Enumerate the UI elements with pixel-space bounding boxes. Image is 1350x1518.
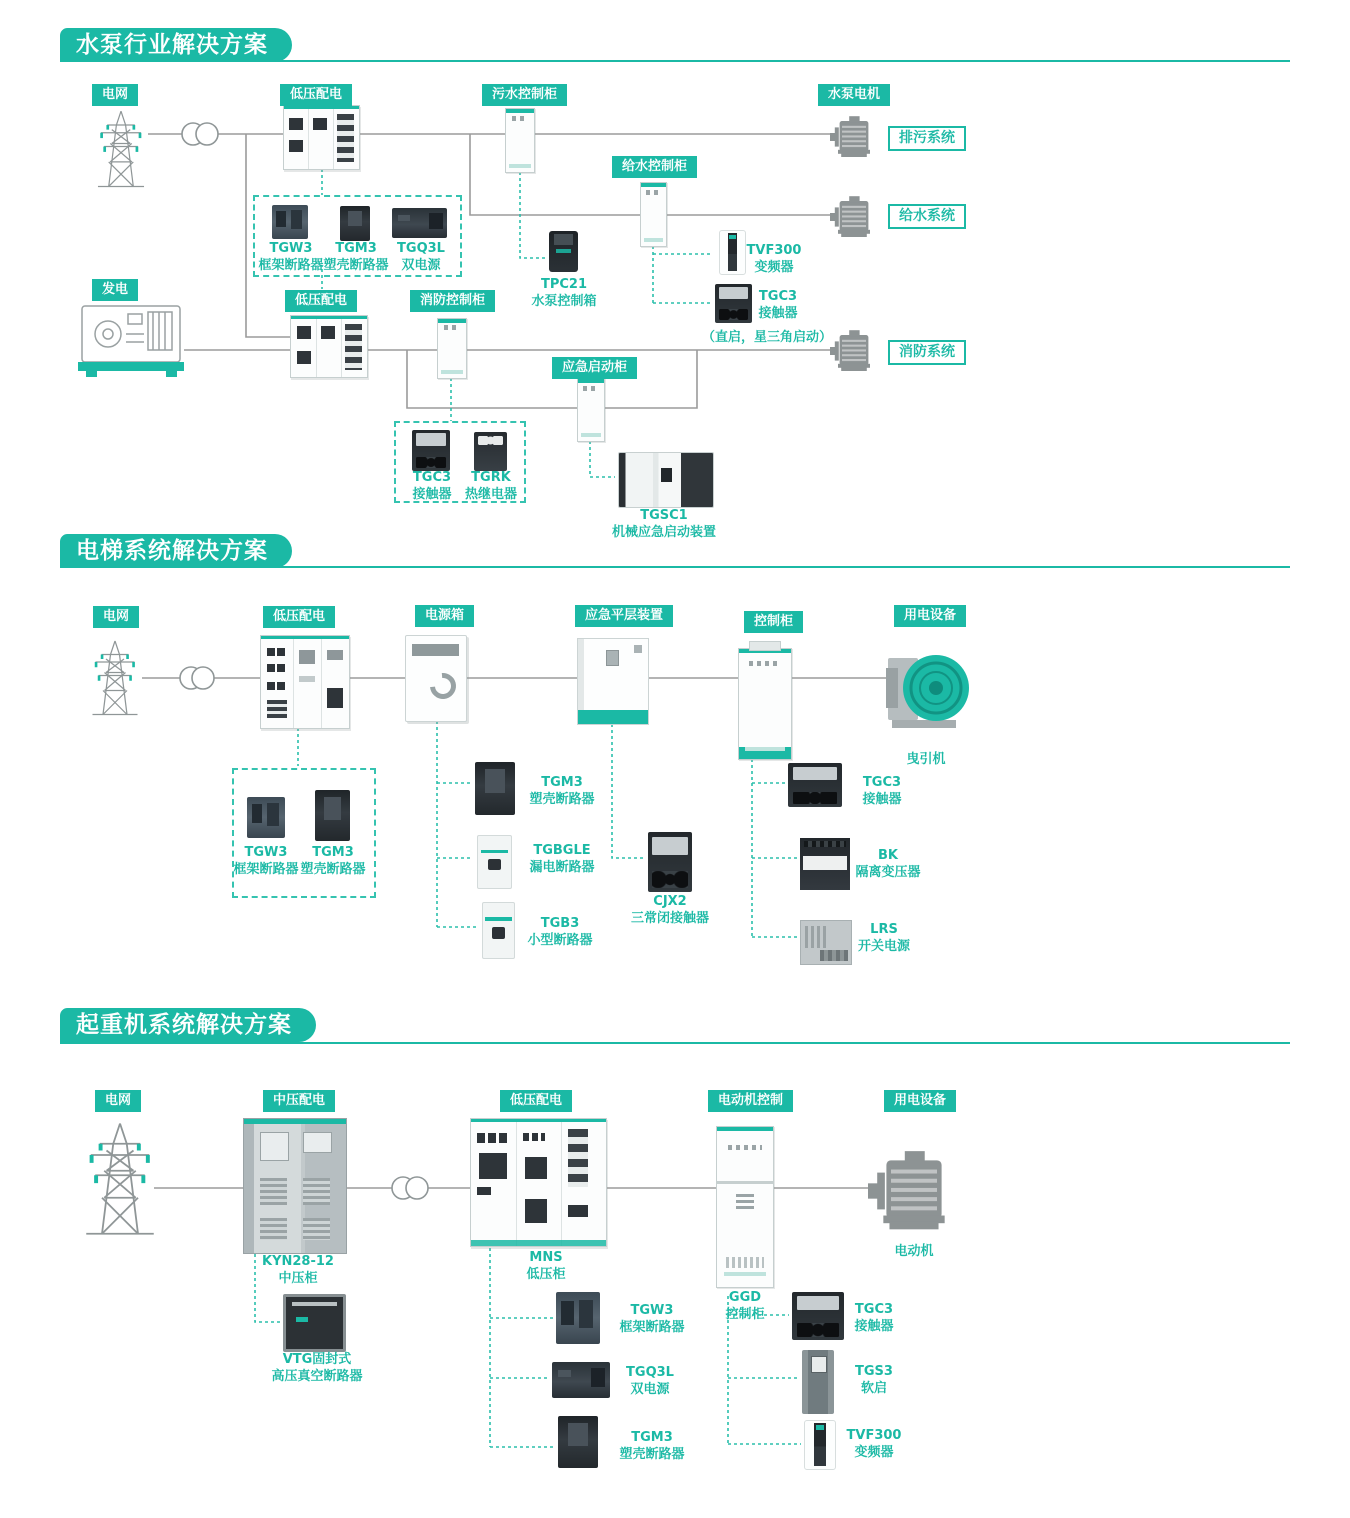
label-generator: 发电: [92, 279, 138, 301]
label-pump-motor: 水泵电机: [818, 84, 890, 106]
caption-traction-machine: 曳引机: [906, 752, 946, 767]
lv-switchgear-image-1: [283, 105, 360, 170]
tgm3-breaker-image-4: [558, 1416, 598, 1468]
tgbgle-breaker-image: [477, 835, 512, 889]
tgc3-contactor-image-water: [715, 284, 752, 323]
label-motor-control: 电动机控制: [708, 1090, 793, 1112]
emergency-cabinet-image: [577, 378, 605, 442]
tgq3l-ats-image-2: [552, 1362, 610, 1398]
product-label-tgq3l-2: TGQ3L 双电源: [626, 1365, 674, 1397]
caption-motor: 电动机: [894, 1244, 934, 1259]
label-grid-3: 电网: [95, 1090, 141, 1112]
water-cabinet-image: [640, 182, 667, 247]
label-emergency-cabinet: 应急启动柜: [552, 357, 637, 379]
label-power-box: 电源箱: [415, 605, 474, 627]
tvf300-vfd-image: [719, 230, 746, 275]
label-lv-distribution-2: 低压配电: [285, 290, 357, 312]
product-label-tgrk: TGRK 热继电器: [464, 470, 518, 502]
vtg-breaker-image: [283, 1294, 346, 1352]
product-label-tgsc1: TGSC1 机械应急启动装置: [611, 508, 717, 540]
start-mode-note: （直启，星三角启动）: [701, 330, 833, 345]
label-grid-1: 电网: [92, 84, 138, 106]
product-label-tpc21: TPC21 水泵控制箱: [531, 277, 597, 309]
label-load-equipment-1: 用电设备: [894, 605, 966, 627]
traction-machine-icon: [886, 655, 969, 728]
tgm3-breaker-image-3: [475, 762, 515, 815]
section-title-elevator: 电梯系统解决方案: [60, 534, 292, 568]
product-label-tgs3: TGS3 软启: [855, 1364, 893, 1396]
system-box-drain: 排污系统: [888, 126, 966, 151]
product-label-lrs: LRS 开关电源: [857, 922, 911, 954]
tgs3-softstarter-image: [802, 1350, 834, 1414]
system-box-fire: 消防系统: [888, 340, 966, 365]
leveling-device-image: [577, 638, 649, 725]
pump-motor-icon: [830, 116, 870, 371]
tgc3-contactor-image-3: [792, 1292, 844, 1340]
tpc21-controller-image: [549, 231, 578, 272]
label-grid-2: 电网: [93, 606, 139, 628]
tgw3-breaker-image: [272, 205, 308, 239]
ggd-cabinet-image: [716, 1126, 774, 1288]
tgq3l-ats-image: [392, 208, 447, 238]
label-lv-distribution-4: 低压配电: [500, 1090, 572, 1112]
tgw3-breaker-image-3: [556, 1292, 600, 1344]
product-label-tgw3-3: TGW3 框架断路器: [619, 1303, 685, 1335]
label-sewage-cabinet: 污水控制柜: [482, 84, 567, 106]
caption-kyn: KYN28-12 中压柜: [262, 1254, 334, 1286]
product-label-tgbgle: TGBGLE 漏电断路器: [529, 843, 595, 875]
product-label-tvf300: TVF300 变频器: [746, 243, 802, 275]
tgw3-breaker-image-2: [247, 797, 285, 838]
lrs-power-supply-image: [800, 920, 852, 965]
sewage-cabinet-image: [505, 108, 535, 173]
caption-mns: MNS 低压柜: [526, 1250, 566, 1282]
label-lv-distribution-3: 低压配电: [263, 606, 335, 628]
mns-cabinet-image: [470, 1118, 607, 1247]
generator-icon: [78, 306, 184, 377]
product-label-tgm3-3: TGM3 塑壳断路器: [619, 1430, 685, 1462]
product-label-vtg: VTG固封式 高压真空断路器: [271, 1352, 363, 1384]
product-label-tgc3-water: TGC3 接触器: [758, 289, 798, 321]
product-label-tgw3: TGW3 框架断路器: [258, 241, 324, 273]
tgrk-relay-image: [474, 432, 507, 471]
tgc3-contactor-image-fire: [412, 430, 450, 471]
product-label-tgc3-fire: TGC3 接触器: [412, 470, 452, 502]
lv-switchgear-image-3: [260, 635, 350, 729]
tgb3-breaker-image: [482, 902, 515, 959]
lv-switchgear-image-2: [290, 315, 368, 378]
tgm3-breaker-image-2: [315, 790, 350, 841]
product-label-tgm3: TGM3 塑壳断路器: [323, 241, 389, 273]
bk-transformer-image: [800, 838, 850, 890]
cjx2-contactor-image: [648, 832, 692, 892]
product-label-tgc3-2: TGC3 接触器: [862, 775, 902, 807]
kyn28-cabinet-image: [243, 1118, 347, 1254]
system-box-water: 给水系统: [888, 204, 966, 229]
product-label-tgb3: TGB3 小型断路器: [527, 916, 593, 948]
product-label-tgq3l: TGQ3L 双电源: [397, 241, 445, 273]
product-label-tgc3-3: TGC3 接触器: [854, 1302, 894, 1334]
control-cabinet-image: [738, 648, 792, 760]
tvf300-vfd-image-2: [804, 1420, 836, 1470]
power-box-image: [405, 635, 467, 722]
section-title-crane: 起重机系统解决方案: [60, 1008, 316, 1042]
label-mv-distribution: 中压配电: [263, 1090, 335, 1112]
product-label-tvf300-2: TVF300 变频器: [846, 1428, 902, 1460]
fire-cabinet-image: [437, 318, 467, 379]
section-title-pump: 水泵行业解决方案: [60, 28, 292, 62]
product-label-bk: BK 隔离变压器: [855, 848, 921, 880]
product-label-tgm3-2: TGM3 塑壳断路器: [529, 775, 595, 807]
label-water-cabinet: 给水控制柜: [612, 156, 697, 178]
label-lv-distribution-1: 低压配电: [280, 84, 352, 106]
label-control-cabinet: 控制柜: [744, 611, 803, 633]
label-leveling-device: 应急平层装置: [575, 605, 673, 627]
tgsc1-device-image: [618, 452, 714, 508]
caption-ggd: GGD 控制柜: [725, 1290, 765, 1322]
label-fire-cabinet: 消防控制柜: [410, 290, 495, 312]
product-label-tgm3-box: TGM3 塑壳断路器: [300, 845, 366, 877]
electric-motor-icon: [868, 1151, 945, 1229]
tgm3-breaker-image: [340, 206, 370, 241]
tgc3-contactor-image-2: [788, 763, 842, 807]
label-load-equipment-2: 用电设备: [884, 1090, 956, 1112]
product-label-tgw3-2: TGW3 框架断路器: [233, 845, 299, 877]
product-label-cjx2: CJX2 三常闭接触器: [630, 894, 710, 926]
